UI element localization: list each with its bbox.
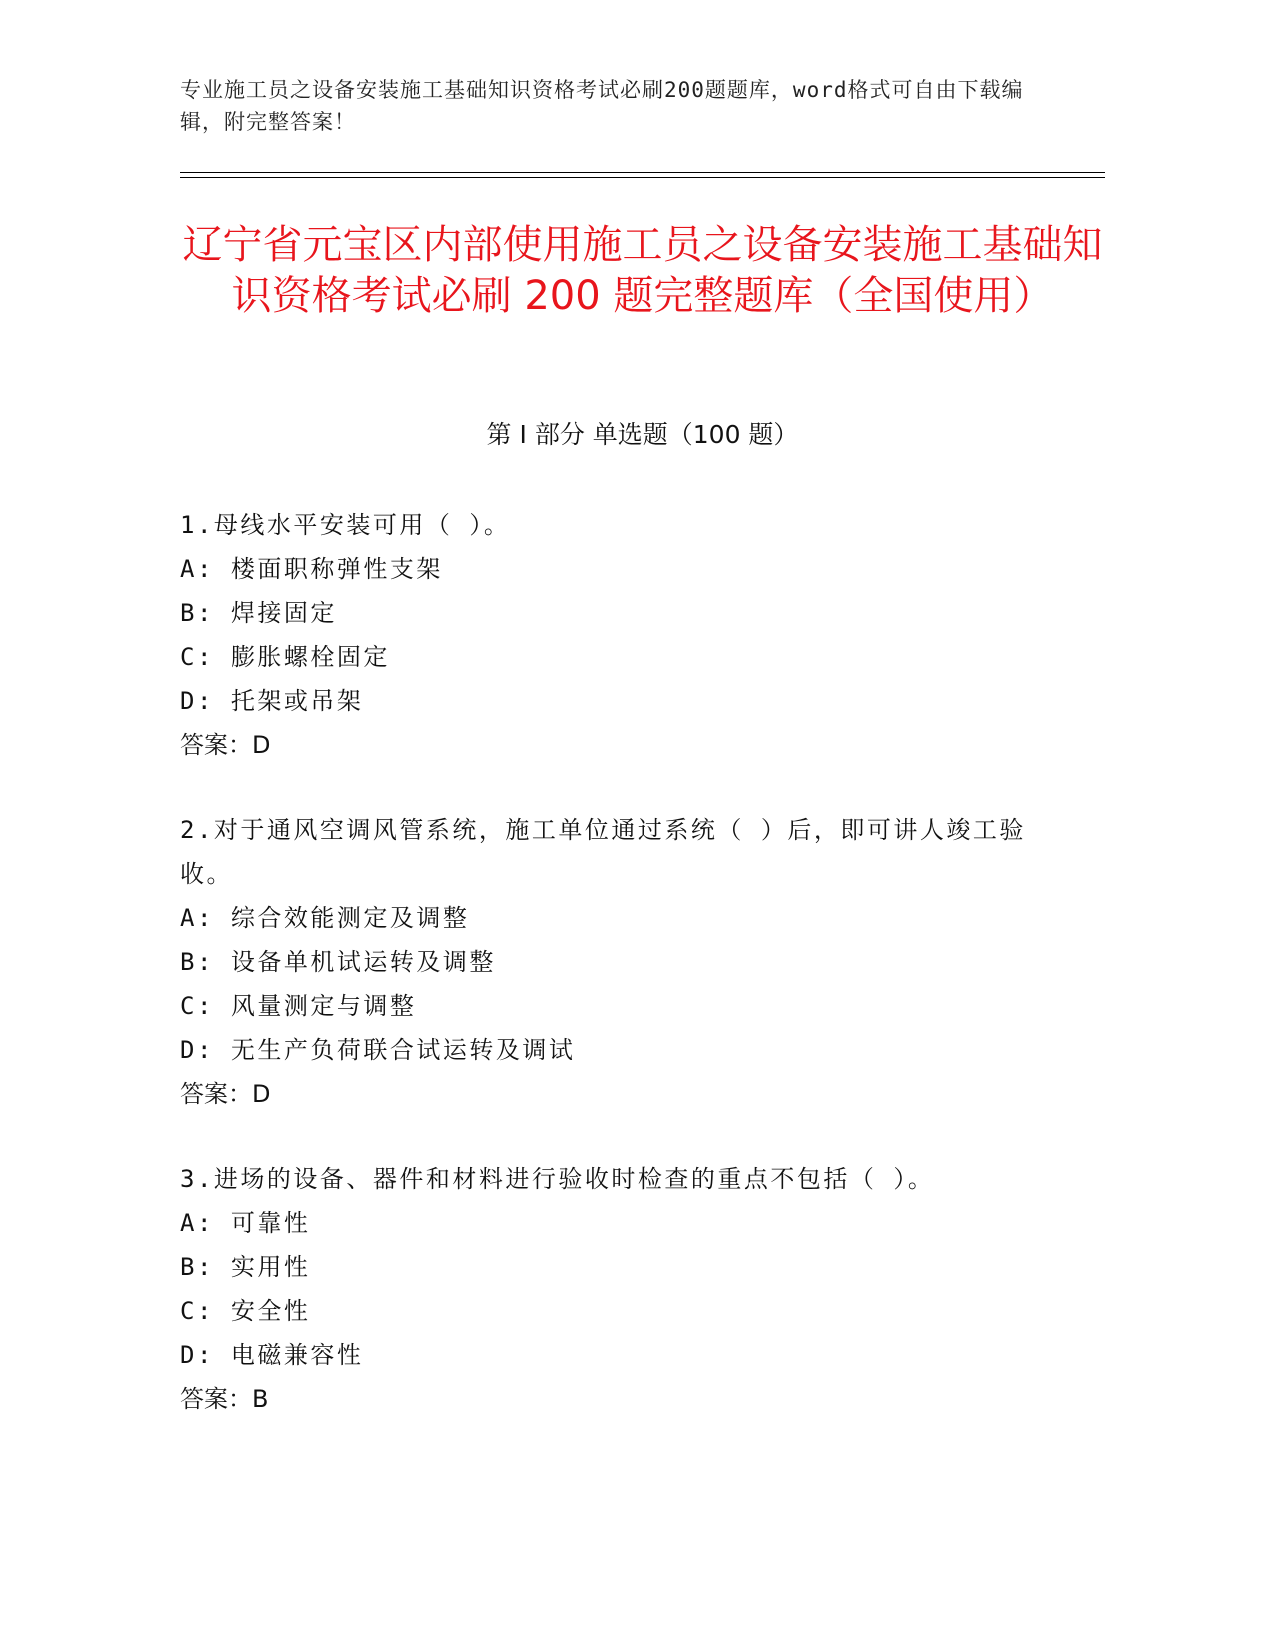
option-c: C: 安全性 — [180, 1297, 311, 1325]
question-2 — [180, 808, 1040, 1116]
option-a: A: 楼面职称弹性支架 — [180, 555, 443, 583]
question-1 — [180, 503, 1040, 767]
option-a: A: 综合效能测定及调整 — [180, 904, 470, 932]
question-3 — [180, 1157, 1040, 1421]
header-rule-bottom — [180, 177, 1105, 178]
option-c: C: 风量测定与调整 — [180, 992, 417, 1020]
question-text: 2.对于通风空调风管系统，施工单位通过系统（ ）后，即可讲人竣工验收。 — [180, 816, 1026, 888]
option-b: B: 设备单机试运转及调整 — [180, 948, 496, 976]
answer: 答案：D — [180, 731, 271, 759]
answer: 答案：B — [180, 1385, 269, 1413]
question-text: 3.进场的设备、器件和材料进行验收时检查的重点不包括（ ）。 — [180, 1165, 935, 1193]
document-title: 辽宁省元宝区内部使用施工员之设备安装施工基础知识资格考试必刷 200 题完整题库（全国使用） — [182, 222, 1103, 319]
answer: 答案：D — [180, 1080, 271, 1108]
question-list — [180, 503, 1040, 1462]
option-d: D: 托架或吊架 — [180, 687, 364, 715]
option-c: C: 膨胀螺栓固定 — [180, 643, 390, 671]
option-a: A: 可靠性 — [180, 1209, 311, 1237]
option-d: D: 电磁兼容性 — [180, 1341, 364, 1369]
option-b: B: 焊接固定 — [180, 599, 337, 627]
header-rule-top — [180, 172, 1105, 173]
header-note: 专业施工员之设备安装施工基础知识资格考试必刷200题题库，word格式可自由下载编辑，附完整答案！ — [180, 78, 1024, 134]
section-title: 第 I 部分 单选题（100 题） — [486, 420, 799, 449]
question-text: 1.母线水平安装可用（ ）。 — [180, 511, 511, 539]
option-b: B: 实用性 — [180, 1253, 311, 1281]
option-d: D: 无生产负荷联合试运转及调试 — [180, 1036, 576, 1064]
